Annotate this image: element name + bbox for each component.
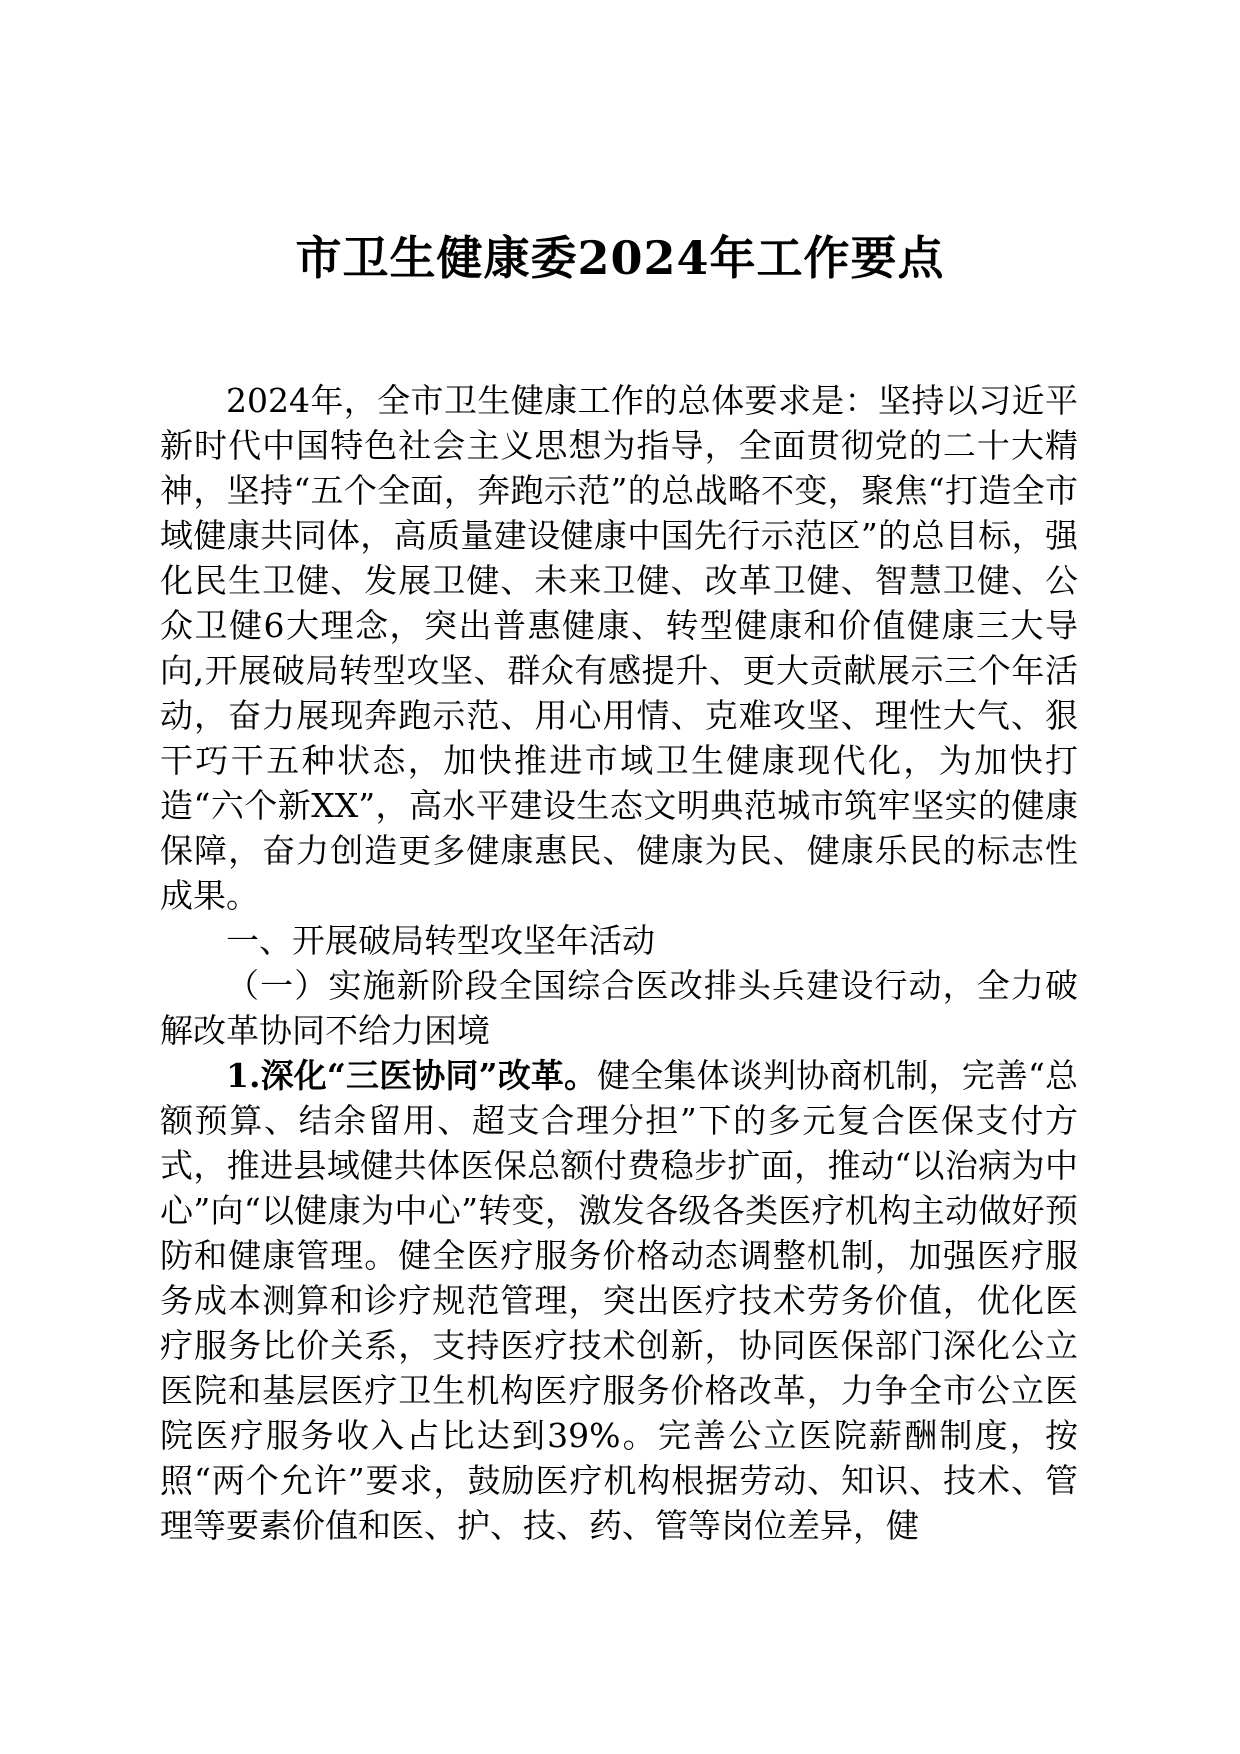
item-body: 健全集体谈判协商机制，完善“总额预算、结余留用、超支合理分担”下的多元复合医保支付方式，推进县域健共体医保总额付费稳步扩面，推动“以治病为中心”向“以健康为中心”转变，激发各级各类医疗机构主动做好预防和健康管理。健全医疗服务价格动态调整机制，加强医疗服务成本测算和诊疗规范管理，突出医疗技术劳务价值，优化医疗服务比价关系，支持医疗技术创新，协同医保部门深化公立医院和基层医疗卫生机构医疗服务价格改革，力争全市公立医院医疗服务收入占比达到39%。完善公立医院薪酬制度，按照“两个允许”要求，鼓励医疗机构根据劳动、知识、技术、管理等要素价值和医、护、技、药、管等岗位差异，健 [160,1056,1078,1545]
item-paragraph [160,1053,1078,1548]
intro-paragraph: 2024年，全市卫生健康工作的总体要求是：坚持以习近平新时代中国特色社会主义思想为指导，全面贯彻党的二十大精神，坚持“五个全面，奔跑示范”的总战略不变，聚焦“打造全市域健康共同体，高质量建设健康中国先行示范区”的总目标，强化民生卫健、发展卫健、未来卫健、改革卫健、智慧卫健、公众卫健6大理念，突出普惠健康、转型健康和价值健康三大导向,开展破局转型攻坚、群众有感提升、更大贡献展示三个年活动，奋力展现奔跑示范、用心用情、克难攻坚、理性大气、狠干巧干五种状态，加快推进市域卫生健康现代化，为加快打造“六个新XX”，高水平建设生态文明典范城市筑牢坚实的健康保障，奋力创造更多健康惠民、健康为民、健康乐民的标志性成果。 [160,381,1078,915]
document-body [160,378,1078,1548]
section-heading: 一、开展破局转型攻坚年活动 [226,921,655,960]
item-title: 1.深化“三医协同”改革。 [226,1056,598,1095]
document-title: 市卫生健康委2024年工作要点 [295,231,945,285]
subsection-heading: （一）实施新阶段全国综合医改排头兵建设行动，全力破解改革协同不给力困境 [160,966,1078,1050]
